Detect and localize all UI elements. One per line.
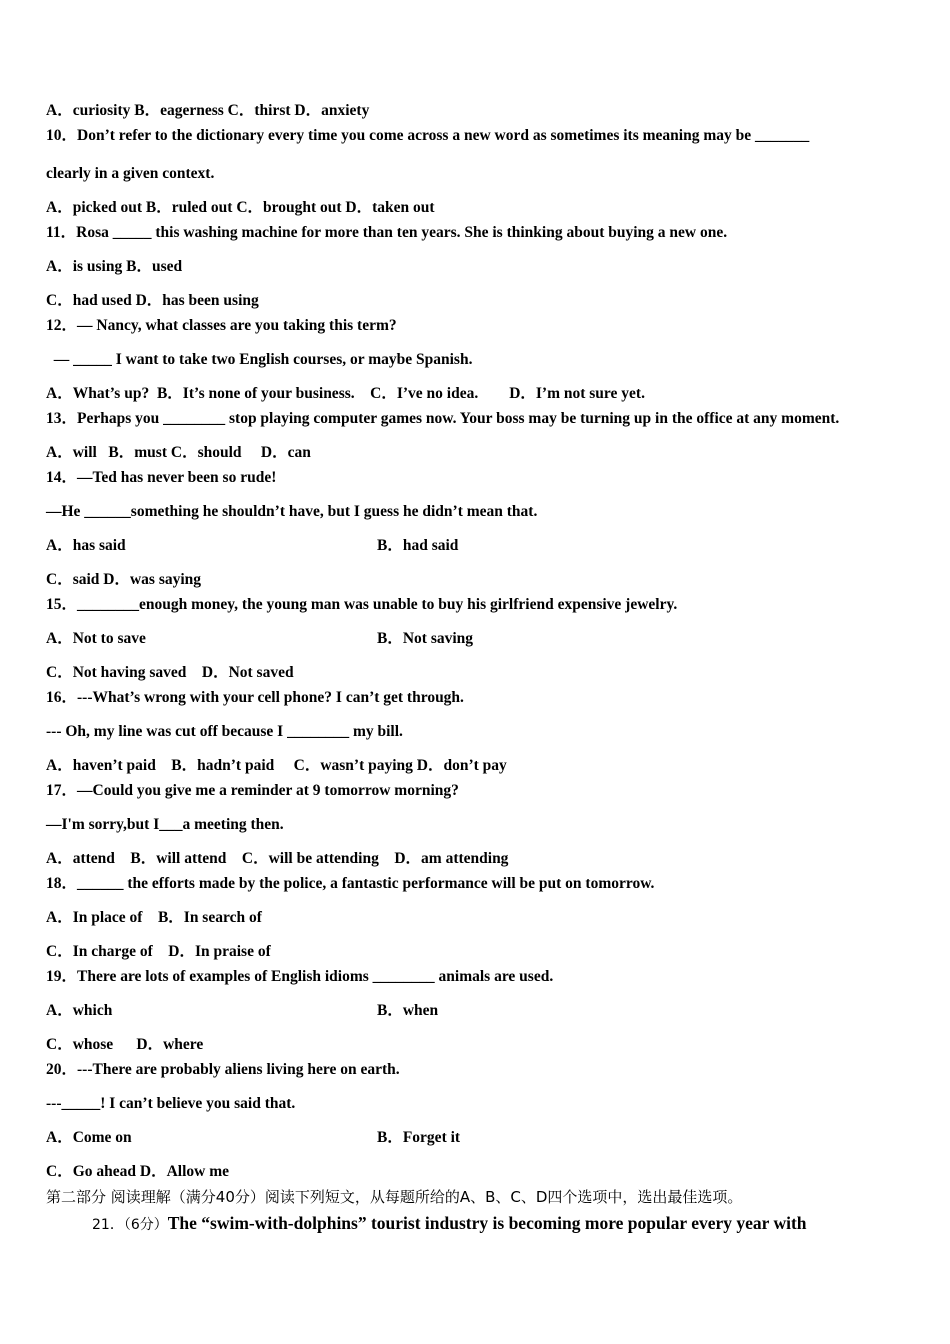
q14-stem: 14．—Ted has never been so rude! bbox=[46, 469, 277, 486]
q13-options: A．will B．must C．should D．can bbox=[46, 444, 311, 461]
q11-options-cd: C．had used D．has been using bbox=[46, 292, 259, 309]
q21-number: 21．（6分） bbox=[92, 1217, 168, 1233]
q15-option-a: A．Not to save bbox=[46, 630, 146, 647]
q15-option-b: B．Not saving bbox=[377, 630, 474, 647]
q10-stem-cont: clearly in a given context. bbox=[46, 165, 215, 182]
q16-options: A．haven’t paid B．hadn’t paid C．wasn’t paying D．don’t pay bbox=[46, 757, 507, 774]
q14-options-cd: C．said D．was saying bbox=[46, 571, 202, 588]
q17-stem: 17．—Could you give me a reminder at 9 tomorrow morning? bbox=[46, 782, 459, 799]
q18-options-cd: C．In charge of D．In praise of bbox=[46, 943, 271, 960]
q13-stem: 13．Perhaps you ________ stop playing computer games now. Your boss may be turning up in the office at any moment. bbox=[46, 410, 840, 427]
q21-text: The “swim-with-dolphins” tourist industry is becoming more popular every year with bbox=[167, 1213, 807, 1233]
q19-stem: 19．There are lots of examples of English idioms ________ animals are used. bbox=[46, 968, 554, 985]
q12-options: A．What’s up? B．It’s none of your business. C．I’ve no idea. D．I’m not sure yet. bbox=[46, 385, 645, 402]
q10-options: A．picked out B．ruled out C．brought out D．taken out bbox=[46, 199, 435, 216]
q19-options-cd: C．whose D．where bbox=[46, 1036, 204, 1053]
q21-stem bbox=[92, 1213, 807, 1235]
q18-options-ab: A．In place of B．In search of bbox=[46, 909, 262, 926]
q19-option-b: B．when bbox=[377, 1002, 439, 1019]
section2-heading: 第二部分 阅读理解（满分40分）阅读下列短文，从每题所给的A、B、C、D四个选项中，选出最佳选项。 bbox=[46, 1188, 743, 1206]
q12-stem-cont: — _____ I want to take two English courses, or maybe Spanish. bbox=[46, 351, 473, 368]
q20-option-b: B．Forget it bbox=[377, 1129, 461, 1146]
q20-option-a: A．Come on bbox=[46, 1129, 132, 1146]
q10-stem: 10．Don’t refer to the dictionary every time you come across a new word as sometimes its meaning may be _______ bbox=[46, 127, 810, 144]
q14-option-b: B．had said bbox=[377, 537, 459, 554]
q14-stem-cont: —He ______something he shouldn’t have, but I guess he didn’t mean that. bbox=[46, 503, 538, 520]
q20-stem: 20．---There are probably aliens living here on earth. bbox=[46, 1061, 400, 1078]
q11-stem: 11．Rosa _____ this washing machine for more than ten years. She is thinking about buying a new one. bbox=[46, 224, 728, 241]
q12-stem: 12．— Nancy, what classes are you taking this term? bbox=[46, 317, 397, 334]
q18-stem: 18．______ the efforts made by the police, a fantastic performance will be put on tomorrow. bbox=[46, 875, 655, 892]
q14-option-a: A．has said bbox=[46, 537, 126, 554]
q15-stem: 15．________enough money, the young man was unable to buy his girlfriend expensive jewelry. bbox=[46, 596, 678, 613]
q20-options-cd: C．Go ahead D．Allow me bbox=[46, 1163, 229, 1180]
q17-options: A．attend B．will attend C．will be attending D．am attending bbox=[46, 850, 509, 867]
q15-options-cd: C．Not having saved D．Not saved bbox=[46, 664, 294, 681]
q20-stem-cont: ---_____! I can’t believe you said that. bbox=[46, 1095, 296, 1112]
q16-stem-cont: --- Oh, my line was cut off because I ________ my bill. bbox=[46, 723, 403, 740]
q9-options: A．curiosity B．eagerness C．thirst D．anxiety bbox=[46, 102, 370, 119]
q17-stem-cont: —I'm sorry,but I___a meeting then. bbox=[46, 816, 284, 833]
q16-stem: 16．---What’s wrong with your cell phone? I can’t get through. bbox=[46, 689, 464, 706]
q19-option-a: A．which bbox=[46, 1002, 113, 1019]
q11-options-ab: A．is using B．used bbox=[46, 258, 183, 275]
